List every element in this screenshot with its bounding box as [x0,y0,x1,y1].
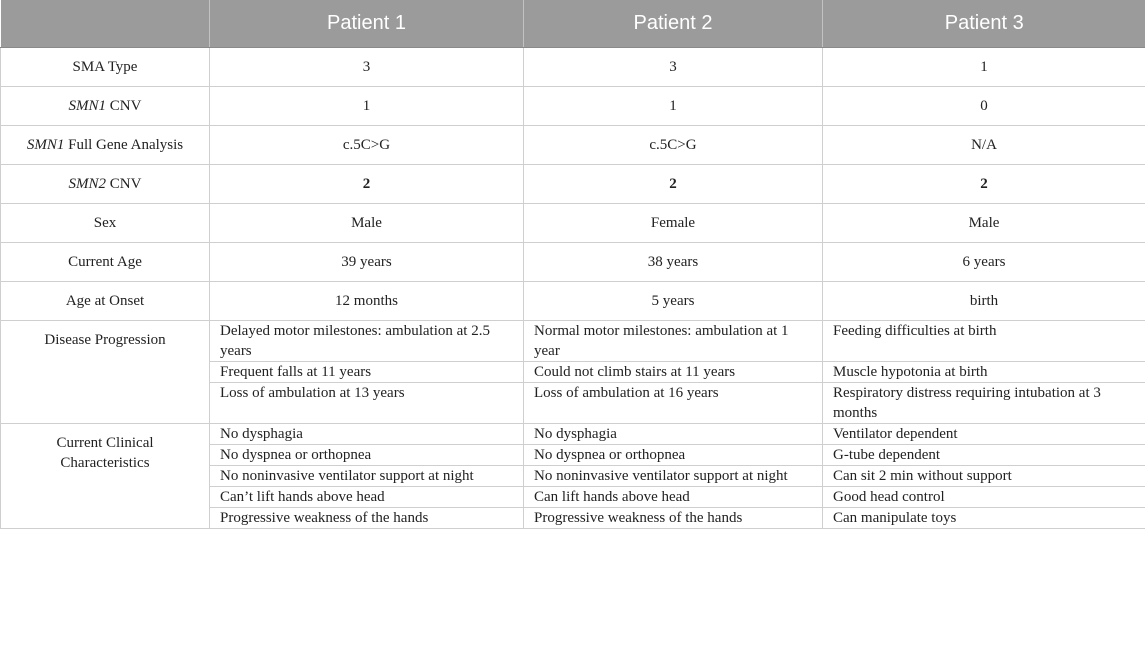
cell-patient-1: No dyspnea or orthopnea [210,445,524,466]
gene-name: SMN1 [26,137,65,153]
cell-patient-2: c.5C>G [524,126,823,165]
cell-patient-2: No noninvasive ventilator support at night [524,466,823,487]
row-label: Age at Onset [1,282,210,321]
cell-patient-3: Good head control [823,487,1145,508]
cell-patient-2: No dysphagia [524,424,823,445]
cell-patient-1: 39 years [210,243,524,282]
cell-patient-2: Could not climb stairs at 11 years [524,362,823,383]
header-patient-2: Patient 2 [524,0,823,48]
cell-patient-3: Respiratory distress requiring intubation at 3 months [823,383,1145,424]
row-label: Disease Progression [1,321,210,424]
row-disease-progression [1,321,1145,362]
cell-patient-1: No noninvasive ventilator support at night [210,466,524,487]
cell-patient-3: Can sit 2 min without support [823,466,1145,487]
cell-patient-2: Female [524,204,823,243]
header-corner [1,0,210,48]
cell-patient-3: Male [823,204,1145,243]
label-rest: CNV [106,98,142,114]
cell-patient-1: Frequent falls at 11 years [210,362,524,383]
cell-patient-3: Feeding difficulties at birth [823,321,1145,362]
cell-patient-3: Muscle hypotonia at birth [823,362,1145,383]
cell-patient-1: 2 [210,165,524,204]
row-label: Current Clinical Characteristics [1,424,210,529]
gene-name: SMN1 [68,98,107,114]
row-label [1,87,210,126]
row-label [1,126,210,165]
cell-patient-1: Delayed motor milestones: ambulation at 2.5 years [210,321,524,362]
row-sma-type [1,48,1145,87]
cell-patient-1: 1 [210,87,524,126]
cell-patient-3: G-tube dependent [823,445,1145,466]
cell-patient-2: Normal motor milestones: ambulation at 1 year [524,321,823,362]
cell-patient-3: 6 years [823,243,1145,282]
cell-patient-1: Loss of ambulation at 13 years [210,383,524,424]
label-rest: Full Gene Analysis [64,137,184,153]
row-label: Current Age [1,243,210,282]
gene-name: SMN2 [68,176,107,192]
cell-patient-2: Can lift hands above head [524,487,823,508]
cell-patient-1: 3 [210,48,524,87]
cell-patient-1: c.5C>G [210,126,524,165]
cell-patient-1: 12 months [210,282,524,321]
cell-patient-1: No dysphagia [210,424,524,445]
cell-patient-3: Can manipulate toys [823,508,1145,529]
row-smn1-cnv [1,87,1145,126]
cell-patient-2: 1 [524,87,823,126]
row-clinical-characteristics [1,424,1145,445]
cell-patient-2: 3 [524,48,823,87]
cell-patient-2: Progressive weakness of the hands [524,508,823,529]
cell-patient-2: 2 [524,165,823,204]
cell-patient-3: Ventilator dependent [823,424,1145,445]
row-sex [1,204,1145,243]
cell-patient-3: birth [823,282,1145,321]
cell-patient-3: 2 [823,165,1145,204]
row-label: Sex [1,204,210,243]
row-smn1-full-gene [1,126,1145,165]
cell-patient-2: 38 years [524,243,823,282]
cell-patient-1: Progressive weakness of the hands [210,508,524,529]
cell-patient-2: No dyspnea or orthopnea [524,445,823,466]
cell-patient-2: 5 years [524,282,823,321]
row-smn2-cnv [1,165,1145,204]
label-rest: CNV [106,176,142,192]
cell-patient-1: Male [210,204,524,243]
cell-patient-3: N/A [823,126,1145,165]
cell-patient-3: 1 [823,48,1145,87]
header-patient-3: Patient 3 [823,0,1145,48]
row-current-age [1,243,1145,282]
header-row [1,0,1145,48]
row-age-at-onset [1,282,1145,321]
row-label: SMA Type [1,48,210,87]
cell-patient-3: 0 [823,87,1145,126]
cell-patient-2: Loss of ambulation at 16 years [524,383,823,424]
row-label [1,165,210,204]
cell-patient-1: Can’t lift hands above head [210,487,524,508]
header-patient-1: Patient 1 [210,0,524,48]
